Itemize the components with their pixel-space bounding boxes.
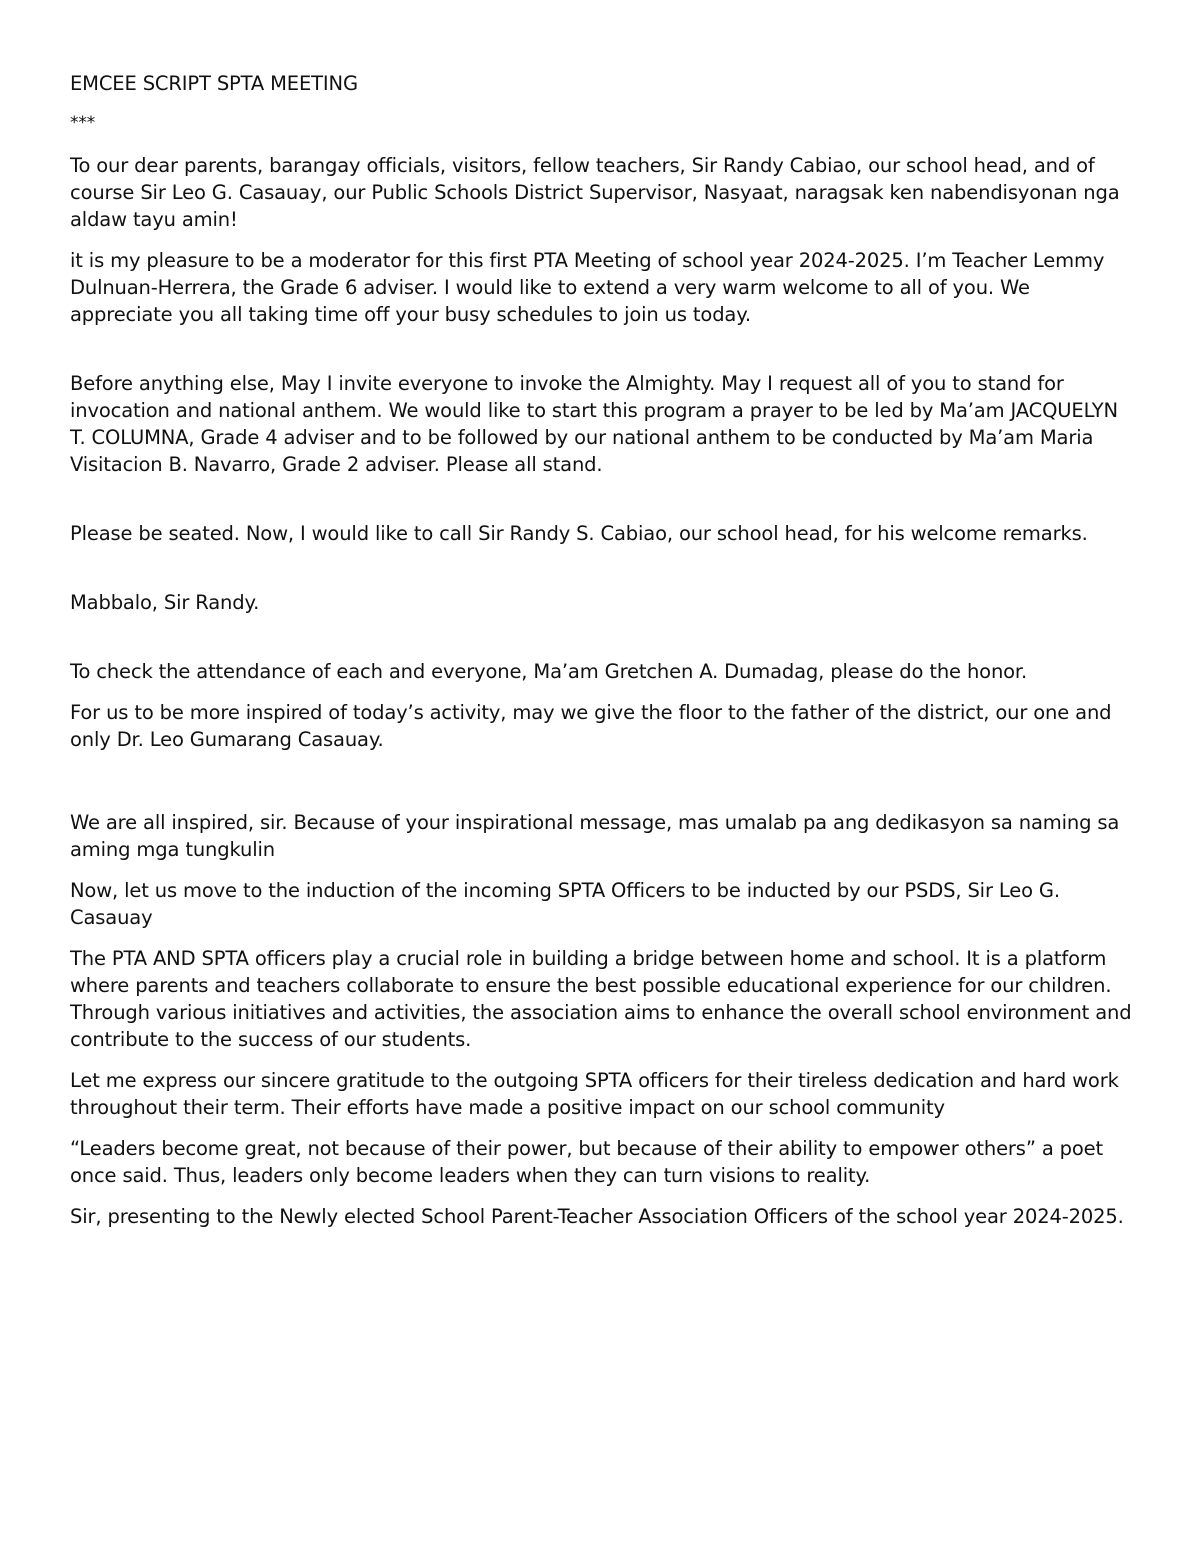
paragraph-induction: Now, let us move to the induction of the incoming SPTA Officers to be inducted by our PSDS, Sir Leo G. Casauay [70,879,1060,929]
separator: *** [70,113,96,133]
paragraph-invocation: Before anything else, May I invite everyone to invoke the Almighty. May I request all of you to stand for invocation and national anthem. We would like to start this program a prayer to be led by Ma’am JACQUELYN T. COLUMNA, Grade 4 adviser and to be followed by our national anthem to be conducted by Ma’am Maria Visitacion B. Navarro, Grade 2 adviser. Please all stand. [70,372,1118,476]
paragraph-welcome: it is my pleasure to be a moderator for this first PTA Meeting of school year 2024-2025. I’m Teacher Lemmy Dulnuan-Herrera, the Grade 6 adviser. I would like to extend a very warm welcome to all of you. We appreciate you all taking time off your busy schedules to join us today. [70,249,1105,326]
paragraph-welcome-remarks: Please be seated. Now, I would like to call Sir Randy S. Cabiao, our school head, for his welcome remarks. [70,522,1088,545]
paragraph-greeting: To our dear parents, barangay officials, visitors, fellow teachers, Sir Randy Cabiao, our school head, and of course Sir Leo G. Casauay, our Public Schools District Supervisor, Nasyaat, naragsak ken nabendisyonan nga aldaw tayu amin! [70,154,1120,231]
paragraph-gratitude: Let me express our sincere gratitude to the outgoing SPTA officers for their tireless dedication and hard work throughout their term. Their efforts have made a positive impact on our school community [70,1069,1119,1119]
paragraph-pta-role: The PTA AND SPTA officers play a crucial role in building a bridge between home and school. It is a platform where parents and teachers collaborate to ensure the best possible educational experience for our children. Through various initiatives and activities, the association aims to enhance the overall school environment and contribute to the success of our students. [70,947,1132,1051]
paragraph-presentation: Sir, presenting to the Newly elected School Parent-Teacher Association Officers of the school year 2024-2025. [70,1205,1124,1228]
document-title: EMCEE SCRIPT SPTA MEETING [70,72,358,95]
paragraph-attendance: To check the attendance of each and everyone, Ma’am Gretchen A. Dumadag, please do the honor. [70,660,1028,683]
paragraph-thanks: Mabbalo, Sir Randy. [70,591,260,614]
paragraph-inspirational-message: For us to be more inspired of today’s activity, may we give the floor to the father of the district, our one and only Dr. Leo Gumarang Casauay. [70,701,1112,751]
paragraph-quote: “Leaders become great, not because of their power, but because of their ability to empower others” a poet once said. Thus, leaders only become leaders when they can turn visions to reality. [70,1137,1104,1187]
document-page [70,70,1132,1244]
paragraph-response: We are all inspired, sir. Because of your inspirational message, mas umalab pa ang dedikasyon sa naming sa aming mga tungkulin [70,811,1120,861]
